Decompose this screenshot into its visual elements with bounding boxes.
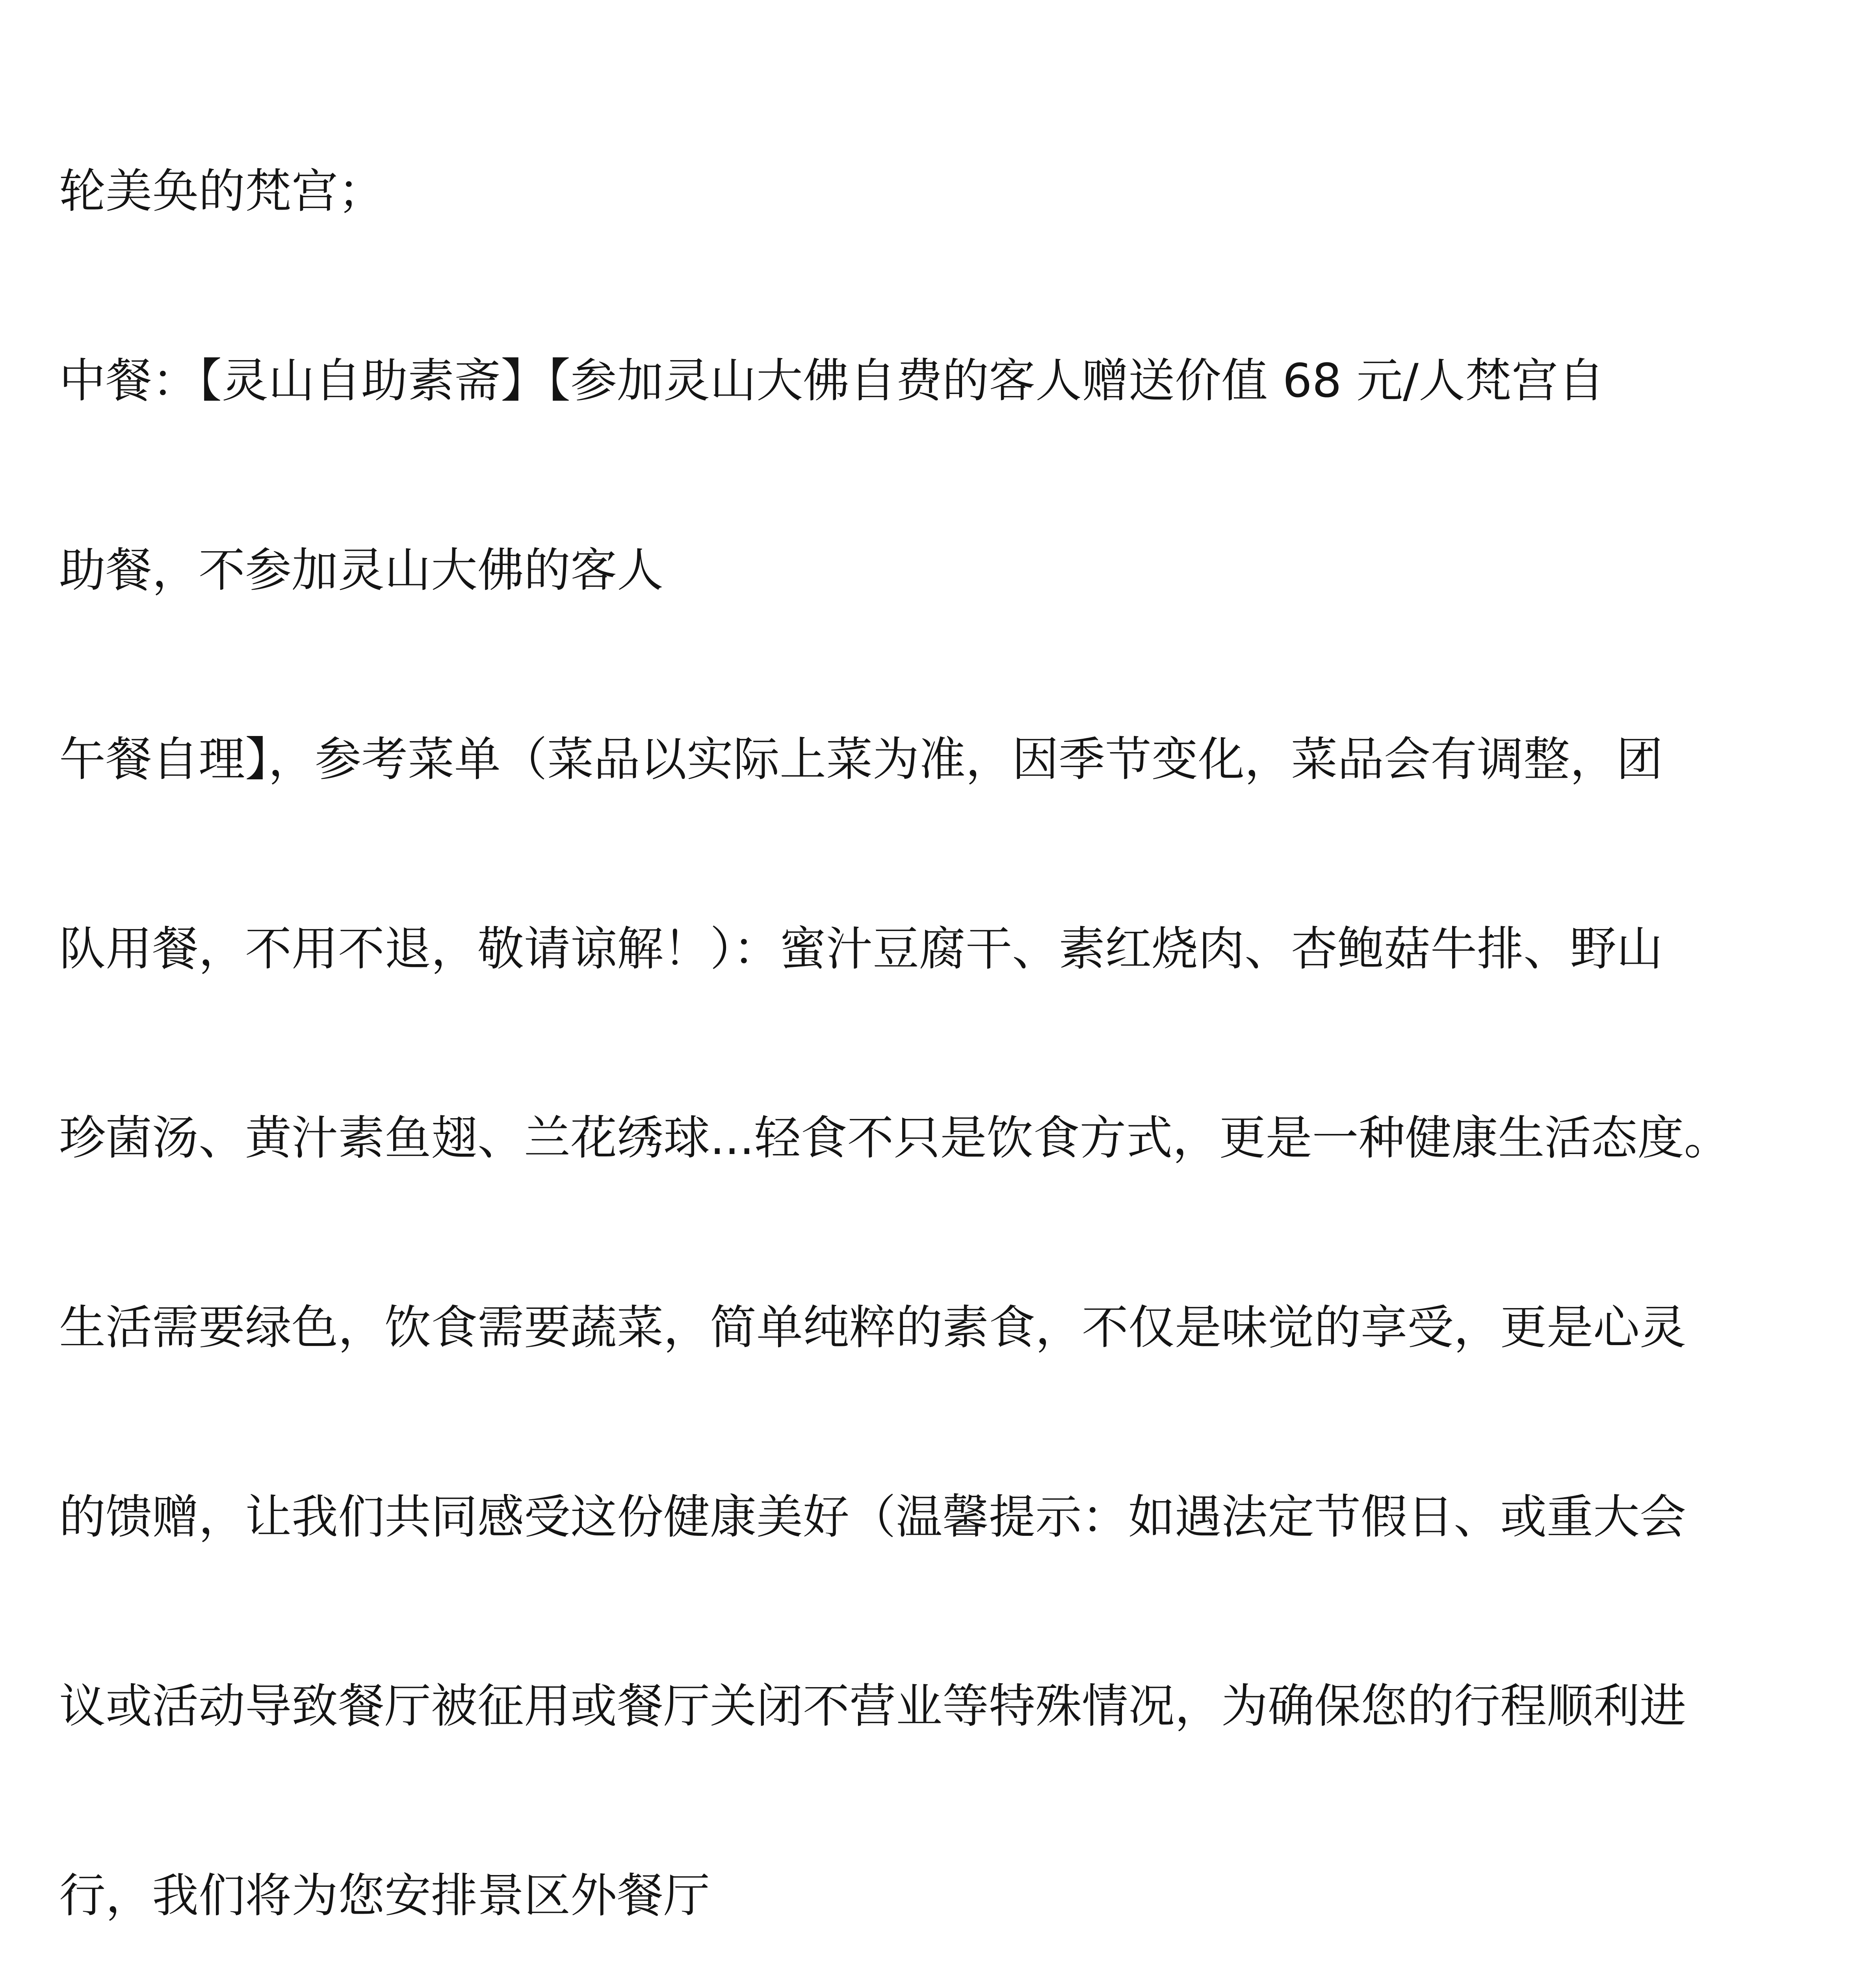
text-line: 行，我们将为您安排景区外餐厅 xyxy=(59,1868,710,1923)
text-line: 议或活动导致餐厅被征用或餐厅关闭不营业等特殊情况，为确保您的行程顺利进 xyxy=(59,1679,1687,1734)
text-line: 中餐：【灵山自助素斋】【参加灵山大佛自费的客人赠送价值 68 元/人梵宫自 xyxy=(59,353,1605,408)
document-text xyxy=(59,33,1824,1970)
text-line: 的馈赠，让我们共同感受这份健康美好（温馨提示：如遇法定节假日、或重大会 xyxy=(59,1489,1687,1544)
text-line: 助餐，不参加灵山大佛的客人 xyxy=(59,543,664,597)
text-line: 珍菌汤、黄汁素鱼翅、兰花绣球...轻食不只是饮食方式，更是一种健康生活态度。 xyxy=(59,1111,1731,1165)
text-line: 队用餐，不用不退，敬请谅解！）：蜜汁豆腐干、素红烧肉、杏鲍菇牛排、野山 xyxy=(59,921,1663,976)
text-line: 午餐自理】，参考菜单（菜品以实际上菜为准，因季节变化，菜品会有调整，团 xyxy=(59,732,1663,787)
text-line: 轮美奂的梵宫； xyxy=(59,164,385,219)
text-line: 生活需要绿色，饮食需要蔬菜，简单纯粹的素食，不仅是味觉的享受，更是心灵 xyxy=(59,1300,1687,1355)
